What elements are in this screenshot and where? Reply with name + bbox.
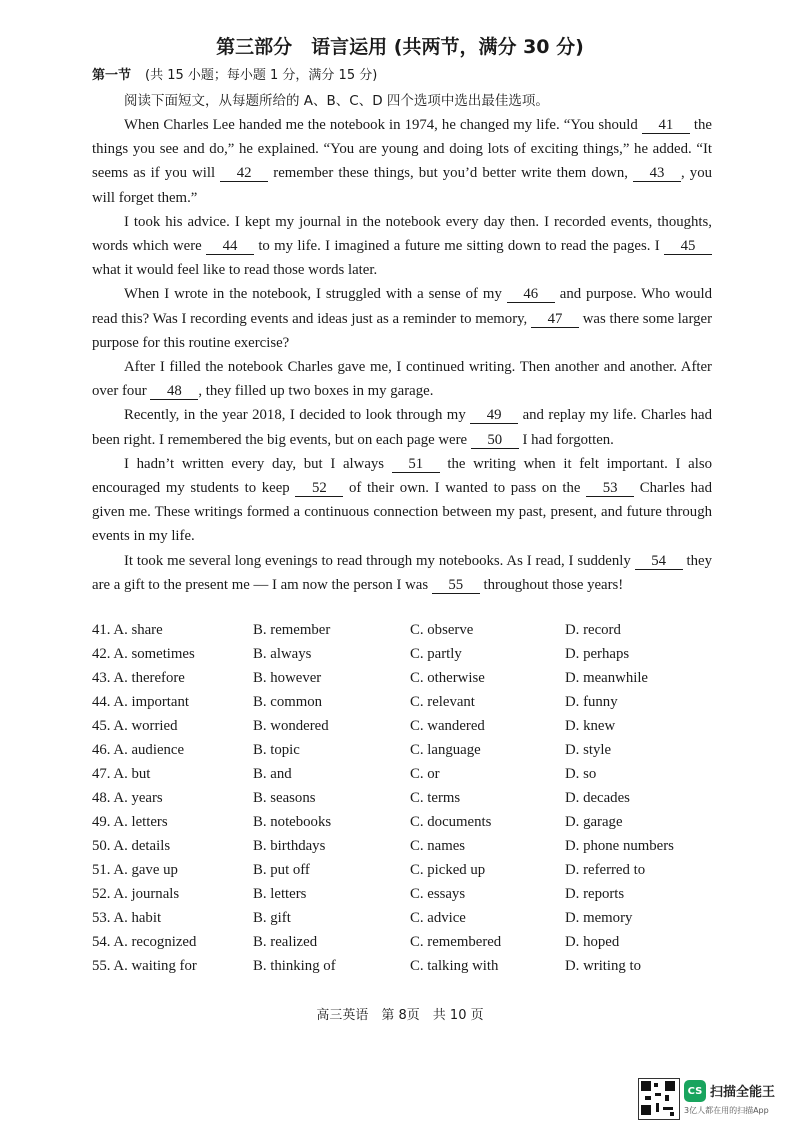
option-a: 52. A. journals	[92, 885, 180, 902]
option-row-50	[92, 834, 732, 858]
option-a: 54. A. recognized	[92, 933, 197, 950]
text: they are a gift to the present me — I am now the person I was	[92, 552, 712, 593]
option-a: 50. A. details	[92, 837, 171, 854]
text: When I wrote in the notebook, I struggled with a sense of my	[124, 286, 507, 303]
text: the things you see and do,” he explained. “You are young and doing lots of exciting things,” he added. “It seems as if you will	[92, 117, 712, 182]
text: the writing when it felt important. I also encouraged my students to keep	[92, 455, 713, 497]
option-d: D. perhaps	[565, 645, 630, 662]
option-row-44	[92, 690, 732, 714]
text: When Charles Lee handed me the notebook in 1974, he changed my life. “You should	[124, 117, 642, 133]
option-c: C. or	[410, 765, 440, 782]
option-b: B. however	[253, 669, 322, 686]
blank-41: 41	[642, 117, 690, 134]
option-a: 41. A. share	[92, 621, 163, 638]
option-c: C. advice	[410, 909, 466, 926]
blank-50: 50	[471, 432, 519, 449]
option-row-41	[92, 618, 732, 642]
text: Charles had given me. These writings formed a continuous connection between my past, present, and future through events in my life.	[92, 480, 713, 545]
option-d: D. so	[565, 765, 597, 782]
option-a: 47. A. but	[92, 765, 151, 782]
paragraph-4	[92, 355, 712, 403]
option-d: D. hoped	[565, 933, 620, 950]
text: and replay my life. Charles had been right. I remembered the big events, but on each page were	[92, 407, 712, 448]
option-c: C. remembered	[410, 933, 502, 950]
option-d: D. decades	[565, 789, 630, 806]
option-c: C. documents	[410, 813, 492, 830]
option-b: B. always	[253, 645, 312, 662]
text: It took me several long evenings to read through my notebooks. As I read, I suddenly	[124, 552, 635, 569]
blank-53: 53	[586, 480, 634, 497]
instruction: 阅读下面短文，从每题所给的 A、B、C、D 四个选项中选出最佳选项。	[124, 93, 549, 109]
option-b: B. topic	[253, 741, 300, 758]
text: of their own. I wanted to pass on the	[343, 480, 587, 497]
blank-48: 48	[150, 383, 198, 400]
option-b: B. thinking of	[253, 957, 336, 974]
option-d: D. writing to	[565, 957, 642, 974]
text: I had forgotten.	[518, 431, 614, 448]
option-b: B. realized	[253, 933, 318, 950]
blank-42: 42	[220, 165, 268, 182]
scanner-watermark	[638, 1078, 788, 1122]
option-row-42	[92, 642, 732, 666]
paragraph-5	[92, 403, 712, 451]
option-d: D. record	[565, 621, 621, 638]
option-a: 48. A. years	[92, 789, 163, 806]
blank-52: 52	[295, 480, 343, 497]
option-c: C. partly	[410, 645, 462, 662]
section-info: (共 15 小题；每小题 1 分，满分 15 分)	[145, 68, 378, 83]
option-b: B. birthdays	[253, 837, 326, 854]
section-name: 第一节	[92, 68, 132, 83]
blank-54: 54	[635, 553, 683, 570]
page-title: 第三部分 语言运用 (共两节，满分 30 分)	[216, 36, 584, 58]
option-b: B. gift	[253, 909, 291, 926]
text: throughout those years!	[479, 576, 624, 593]
camscanner-logo-icon: CS	[684, 1080, 706, 1102]
option-b: B. seasons	[253, 789, 316, 806]
paragraph-6	[92, 452, 712, 549]
passage	[92, 113, 712, 597]
text: remember these things, but you’d better write them down,	[268, 165, 634, 182]
option-d: D. referred to	[565, 861, 646, 878]
option-row-54	[92, 930, 732, 954]
option-c: C. wandered	[410, 717, 485, 734]
option-c: C. essays	[410, 885, 466, 902]
brand-name: 扫描全能王	[710, 1085, 776, 1100]
option-row-46	[92, 738, 732, 762]
page-footer: 高三英语 第 8页 共 10 页	[316, 1008, 484, 1023]
option-b: B. remember	[253, 621, 331, 638]
option-b: B. and	[253, 765, 292, 782]
option-row-52	[92, 882, 732, 906]
qr-code-icon	[638, 1078, 680, 1120]
option-a: 53. A. habit	[92, 909, 162, 926]
option-d: D. phone numbers	[565, 837, 674, 854]
option-a: 51. A. gave up	[92, 861, 178, 878]
text: , they filled up two boxes in my garage.	[198, 383, 434, 400]
blank-43: 43	[633, 165, 681, 182]
text: and purpose. Who would read this? Was I recording events and ideas just as a reminder to memory,	[92, 286, 712, 327]
blank-55: 55	[432, 577, 480, 594]
option-a: 49. A. letters	[92, 813, 168, 830]
option-c: C. observe	[410, 621, 474, 638]
blank-46: 46	[507, 286, 555, 303]
option-row-55	[92, 954, 732, 978]
text: was there some larger purpose for this routine exercise?	[92, 310, 712, 351]
blank-47: 47	[531, 311, 579, 328]
option-d: D. reports	[565, 885, 625, 902]
option-row-43	[92, 666, 732, 690]
text: I took his advice. I kept my journal in the notebook every day then. I recorded events, thoughts, words which were	[92, 213, 712, 255]
option-d: D. memory	[565, 909, 633, 926]
option-a: 44. A. important	[92, 693, 189, 710]
text: I hadn’t written every day, but I always	[124, 455, 392, 472]
blank-45: 45	[664, 238, 712, 255]
option-d: D. funny	[565, 693, 618, 710]
options-list	[92, 618, 732, 978]
section-header	[92, 64, 377, 83]
option-a: 45. A. worried	[92, 717, 178, 734]
option-a: 55. A. waiting for	[92, 957, 197, 974]
blank-49: 49	[470, 407, 518, 424]
option-c: C. talking with	[410, 957, 499, 974]
option-c: C. otherwise	[410, 669, 485, 686]
option-d: D. garage	[565, 813, 623, 830]
option-d: D. knew	[565, 717, 616, 734]
blank-51: 51	[392, 456, 440, 473]
paragraph-7	[92, 549, 712, 597]
option-a: 46. A. audience	[92, 741, 185, 758]
option-c: C. names	[410, 837, 466, 854]
option-c: C. language	[410, 741, 481, 758]
option-a: 42. A. sometimes	[92, 645, 195, 662]
text: After I filled the notebook Charles gave me, I continued writing. Then another and another. After over four	[92, 359, 712, 400]
option-row-49	[92, 810, 732, 834]
option-c: C. picked up	[410, 861, 486, 878]
option-d: D. meanwhile	[565, 669, 649, 686]
option-b: B. wondered	[253, 717, 329, 734]
option-b: B. notebooks	[253, 813, 332, 830]
option-b: B. letters	[253, 885, 307, 902]
option-c: C. relevant	[410, 693, 475, 710]
option-b: B. common	[253, 693, 323, 710]
option-d: D. style	[565, 741, 612, 758]
blank-44: 44	[206, 238, 254, 255]
text: to my life. I imagined a future me sitting down to read the pages. I	[254, 238, 664, 255]
paragraph-1	[92, 113, 712, 210]
option-row-51	[92, 858, 732, 882]
text: what it would feel like to read those words later.	[92, 262, 378, 279]
paragraph-2	[92, 210, 712, 283]
option-a: 43. A. therefore	[92, 669, 185, 686]
option-row-47	[92, 762, 732, 786]
option-row-45	[92, 714, 732, 738]
paragraph-3	[92, 282, 712, 355]
text: , you will forget them.”	[92, 165, 712, 206]
brand-tagline: 3亿人都在用的扫描App	[684, 1106, 769, 1115]
text: Recently, in the year 2018, I decided to look through my	[124, 407, 471, 424]
option-row-48	[92, 786, 732, 810]
option-row-53	[92, 906, 732, 930]
option-b: B. put off	[253, 861, 310, 878]
option-c: C. terms	[410, 789, 461, 806]
